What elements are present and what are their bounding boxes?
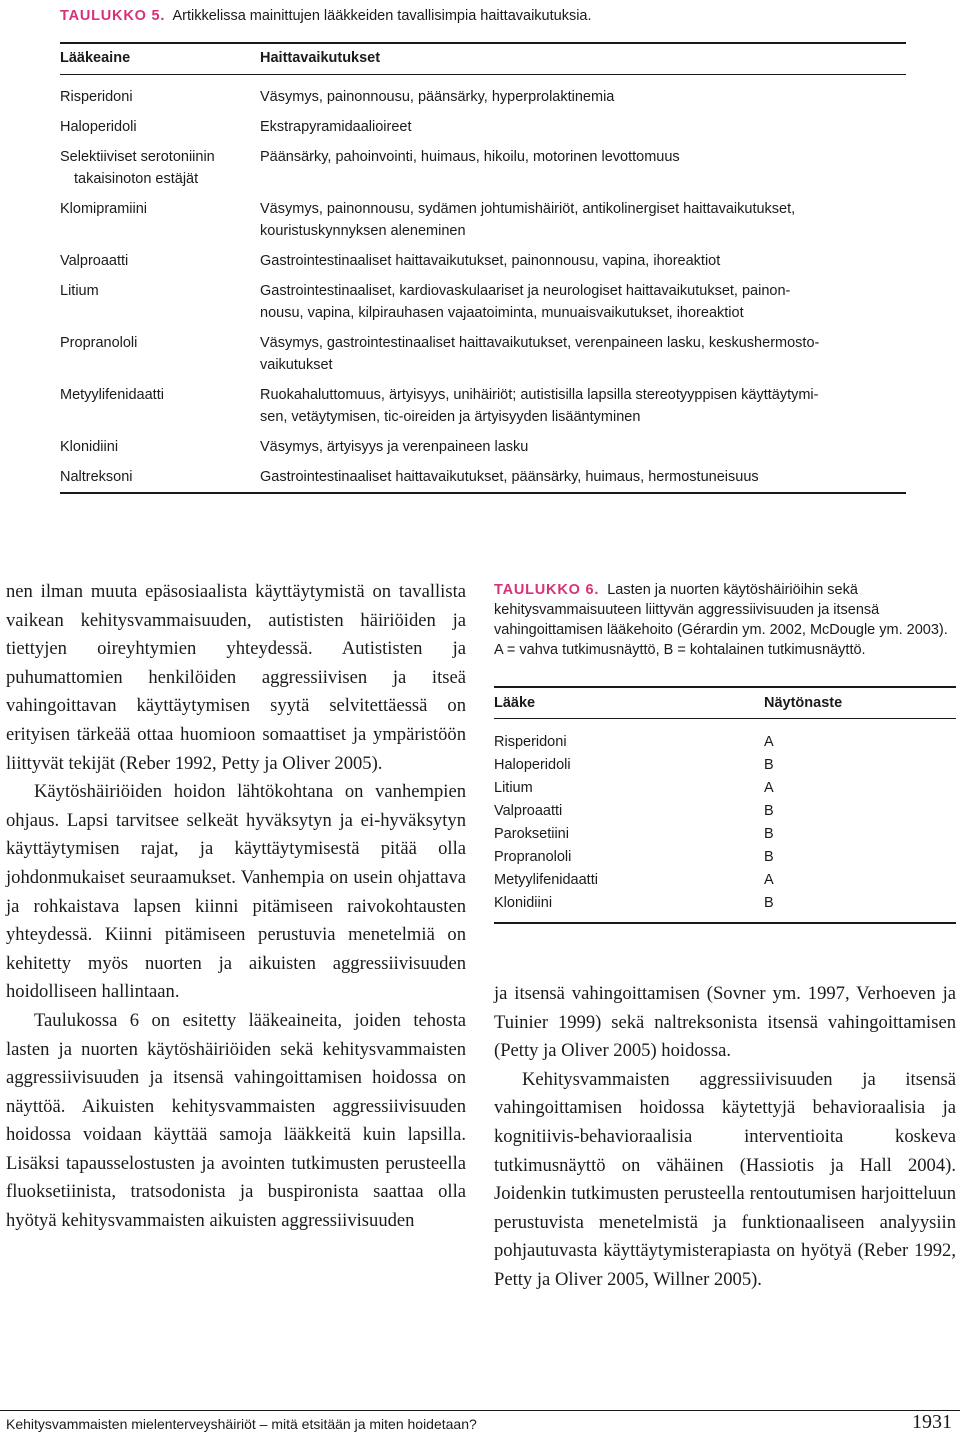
paragraph: nen ilman muuta epäsosiaalista käyttäytymistä on tavallista vaikean kehitysvammaisuuden, autististen häiriöiden ja tiettyjen oireyhtymien yhteydessä. Autististen ja puhumattomien henkilöiden aggressiivisen ja itseä vahingoittavan käyttäytymisen syytä selvitettäessä on erityisen tärkeää ottaa huomioon somaattiset ja ympäristöön liittyvät tekijät (Reber 1992, Petty ja Oliver 2005). xyxy=(6,581,466,774)
footer-rule xyxy=(0,1410,960,1411)
table-row xyxy=(60,86,906,108)
evidence-grade: B xyxy=(764,803,774,819)
table5-header-rule xyxy=(60,74,906,75)
drug-name xyxy=(60,146,260,190)
paragraph: Taulukossa 6 on esitetty lääkeaineita, joiden tehosta lasten ja nuorten käytöshäiriöiden sekä kehitysvammaisten aggressiivisuuden ja itsensä vahingoittamisen hoidossa on näyttöä. Aikuisten kehitysvammaisten aggressiivisuuden hoidossa voidaan käyttää samoja lääkkeitä kuin lapsilla. Lisäksi tapausselostusten ja avointen tutkimusten perusteella fluoksetiinista, tratsodonista ja buspironista saattaa olla hyötyä kehitysvammaisten aikuisten aggressiivisuuden xyxy=(6,1009,466,1232)
drug-name-line1: Selektiiviset serotoniinin xyxy=(60,149,215,165)
paragraph: Käytöshäiriöiden hoidon lähtökohtana on vanhempien ohjaus. Lapsi tarvitsee selkeät hyväksytyn ja ei-hyväksytyn käyttäytymisen rajat, ja käyttäytymisestä pitää olla johdonmukaiset seuraamukset. Vanhempia on usein ohjattava ja rohkaistava lapsen kiinni pitämiseen raivokohtausten yhteydessä. Kiinni pitämiseen perustuvia menetelmiä on kehitetty myös nuorten ja aikuisten aggressiivisuuden hoidolliseen hallintaan. xyxy=(6,781,466,1003)
table-row xyxy=(494,800,874,823)
table5-header-effects: Haittavaikutukset xyxy=(260,50,381,66)
drug-effects-line2: kouristuskynnyksen aleneminen xyxy=(260,223,466,239)
paragraph: ja itsensä vahingoittamisen (Sovner ym. 1997, Verhoeven ja Tuinier 1999) sekä naltreksonista itsensä vahingoittamisen (Petty ja Oliver 2005) hoidossa. xyxy=(494,983,956,1062)
table-row xyxy=(60,384,906,428)
evidence-grade: A xyxy=(764,734,774,750)
table-row xyxy=(494,754,874,777)
table-row xyxy=(60,146,906,190)
drug-name: Valproaatti xyxy=(494,803,563,819)
drug-effects: Väsymys, painonnousu, päänsärky, hyperprolaktinemia xyxy=(260,89,615,105)
drug-name: Litium xyxy=(60,283,99,299)
table-row xyxy=(60,198,906,242)
drug-name: Litium xyxy=(494,780,533,796)
drug-name: Propranololi xyxy=(60,335,138,351)
drug-effects: Gastrointestinaaliset haittavaikutukset, päänsärky, huimaus, hermostuneisuus xyxy=(260,469,759,485)
table-row xyxy=(60,332,906,376)
drug-name: Risperidoni xyxy=(494,734,567,750)
drug-name: Metyylifenidaatti xyxy=(494,872,598,888)
left-column-text xyxy=(6,578,466,1236)
drug-name: Valproaatti xyxy=(60,253,129,269)
drug-name: Haloperidoli xyxy=(494,757,571,773)
table5-top-rule xyxy=(60,42,906,44)
right-column-text xyxy=(494,980,956,1295)
evidence-grade: A xyxy=(764,780,774,796)
paragraph: Kehitysvammaisten aggressiivisuuden ja itsensä vahingoittamisen hoidossa käytettyjä behavioraalisia ja kognitiivis-behavioraalisia interventioita koskeva tutkimusnäyttö on vähäinen (Hassiotis ja Hall 2004). Joidenkin tutkimusten perusteella rentoutumisen harjoitteluun perustuvista menetelmistä ja funktionaaliseen analyysiin pohjautuvasta käyttäytymisterapiasta on hyötyä (Reber 1992, Petty ja Oliver 2005, Willner 2005). xyxy=(494,1068,956,1290)
evidence-grade: B xyxy=(764,895,774,911)
table-row xyxy=(494,731,874,754)
table-row xyxy=(60,280,906,324)
drug-effects-line1: Gastrointestinaaliset, kardiovaskulaariset ja neurologiset haittavaikutukset, painon- xyxy=(260,283,791,299)
drug-effects-line1: Väsymys, gastrointestinaaliset haittavaikutukset, verenpaineen lasku, keskushermosto- xyxy=(260,335,820,351)
table-row xyxy=(60,436,906,458)
table-row xyxy=(60,466,906,488)
drug-effects-line2: nousu, vapina, kilpirauhasen vajaatoiminta, munuaisvaikutukset, ihoreaktiot xyxy=(260,305,744,321)
table-row xyxy=(494,892,874,915)
evidence-grade: B xyxy=(764,757,774,773)
drug-name: Haloperidoli xyxy=(60,119,137,135)
table-row xyxy=(494,869,874,892)
drug-name: Propranololi xyxy=(494,849,572,865)
table-row xyxy=(494,846,874,869)
table5-caption xyxy=(60,6,940,26)
table6-caption-text: Lasten ja nuorten käytöshäiriöihin sekä kehitysvammaisuuteen liittyvän aggressiivisuuden ja itsensä vahingoittamisen lääkehoito (Gérardin ym. 2002, McDougle ym. 2003). A = vahva tutkimusnäyttö, B = kohtalainen tutkimusnäyttö. xyxy=(494,582,948,658)
table6-label: TAULUKKO 6. xyxy=(494,582,600,598)
drug-name-line2: takaisinoton estäjät xyxy=(74,171,199,187)
evidence-grade: B xyxy=(764,849,774,865)
drug-effects xyxy=(260,384,906,428)
drug-effects-line1: Ruokahaluttomuus, ärtyisyys, unihäiriöt; autistisilla lapsilla stereotyyppisen käyttäytymi- xyxy=(260,387,819,403)
drug-effects-line1: Väsymys, painonnousu, sydämen johtumishäiriöt, antikolinergiset haittavaikutukset, xyxy=(260,201,796,217)
drug-name: Metyylifenidaatti xyxy=(60,387,164,403)
table6-header-drug: Lääke xyxy=(494,695,536,711)
table5-caption-text: Artikkelissa mainittujen lääkkeiden tavallisimpia haittavaikutuksia. xyxy=(172,8,592,24)
drug-name: Risperidoni xyxy=(60,89,133,105)
table5-header-drug: Lääkeaine xyxy=(60,50,131,66)
page-number: 1931 xyxy=(912,1411,952,1433)
drug-name: Klonidiini xyxy=(494,895,553,911)
drug-effects-line2: vaikutukset xyxy=(260,357,333,373)
drug-effects xyxy=(260,280,906,324)
table5-bottom-rule xyxy=(60,492,906,494)
drug-effects xyxy=(260,332,906,376)
drug-name: Klonidiini xyxy=(60,439,119,455)
drug-effects: Väsymys, ärtyisyys ja verenpaineen lasku xyxy=(260,439,529,455)
table6-header-grade: Näytönaste xyxy=(764,695,843,711)
evidence-grade: B xyxy=(764,826,774,842)
drug-name: Klomipramiini xyxy=(60,201,148,217)
table-row xyxy=(60,116,906,138)
drug-effects: Gastrointestinaaliset haittavaikutukset, painonnousu, vapina, ihoreaktiot xyxy=(260,253,721,269)
table6-top-rule xyxy=(494,686,956,688)
running-footer: Kehitysvammaisten mielenterveyshäiriöt – mitä etsitään ja miten hoidetaan? xyxy=(6,1416,477,1432)
table6-bottom-rule xyxy=(494,922,956,924)
drug-name: Paroksetiini xyxy=(494,826,569,842)
drug-effects xyxy=(260,198,906,242)
drug-effects-line2: sen, vetäytymisen, tic-oireiden ja ärtyisyyden lisääntyminen xyxy=(260,409,641,425)
table5-label: TAULUKKO 5. xyxy=(60,8,166,24)
drug-effects: Päänsärky, pahoinvointi, huimaus, hikoilu, motorinen levottomuus xyxy=(260,149,680,165)
table-row xyxy=(60,250,906,272)
drug-effects: Ekstrapyramidaalioireet xyxy=(260,119,412,135)
table6-header-rule xyxy=(494,718,956,719)
table6-caption xyxy=(494,580,956,660)
evidence-grade: A xyxy=(764,872,774,888)
table-row xyxy=(494,823,874,846)
drug-name: Naltreksoni xyxy=(60,469,133,485)
table-row xyxy=(494,777,874,800)
